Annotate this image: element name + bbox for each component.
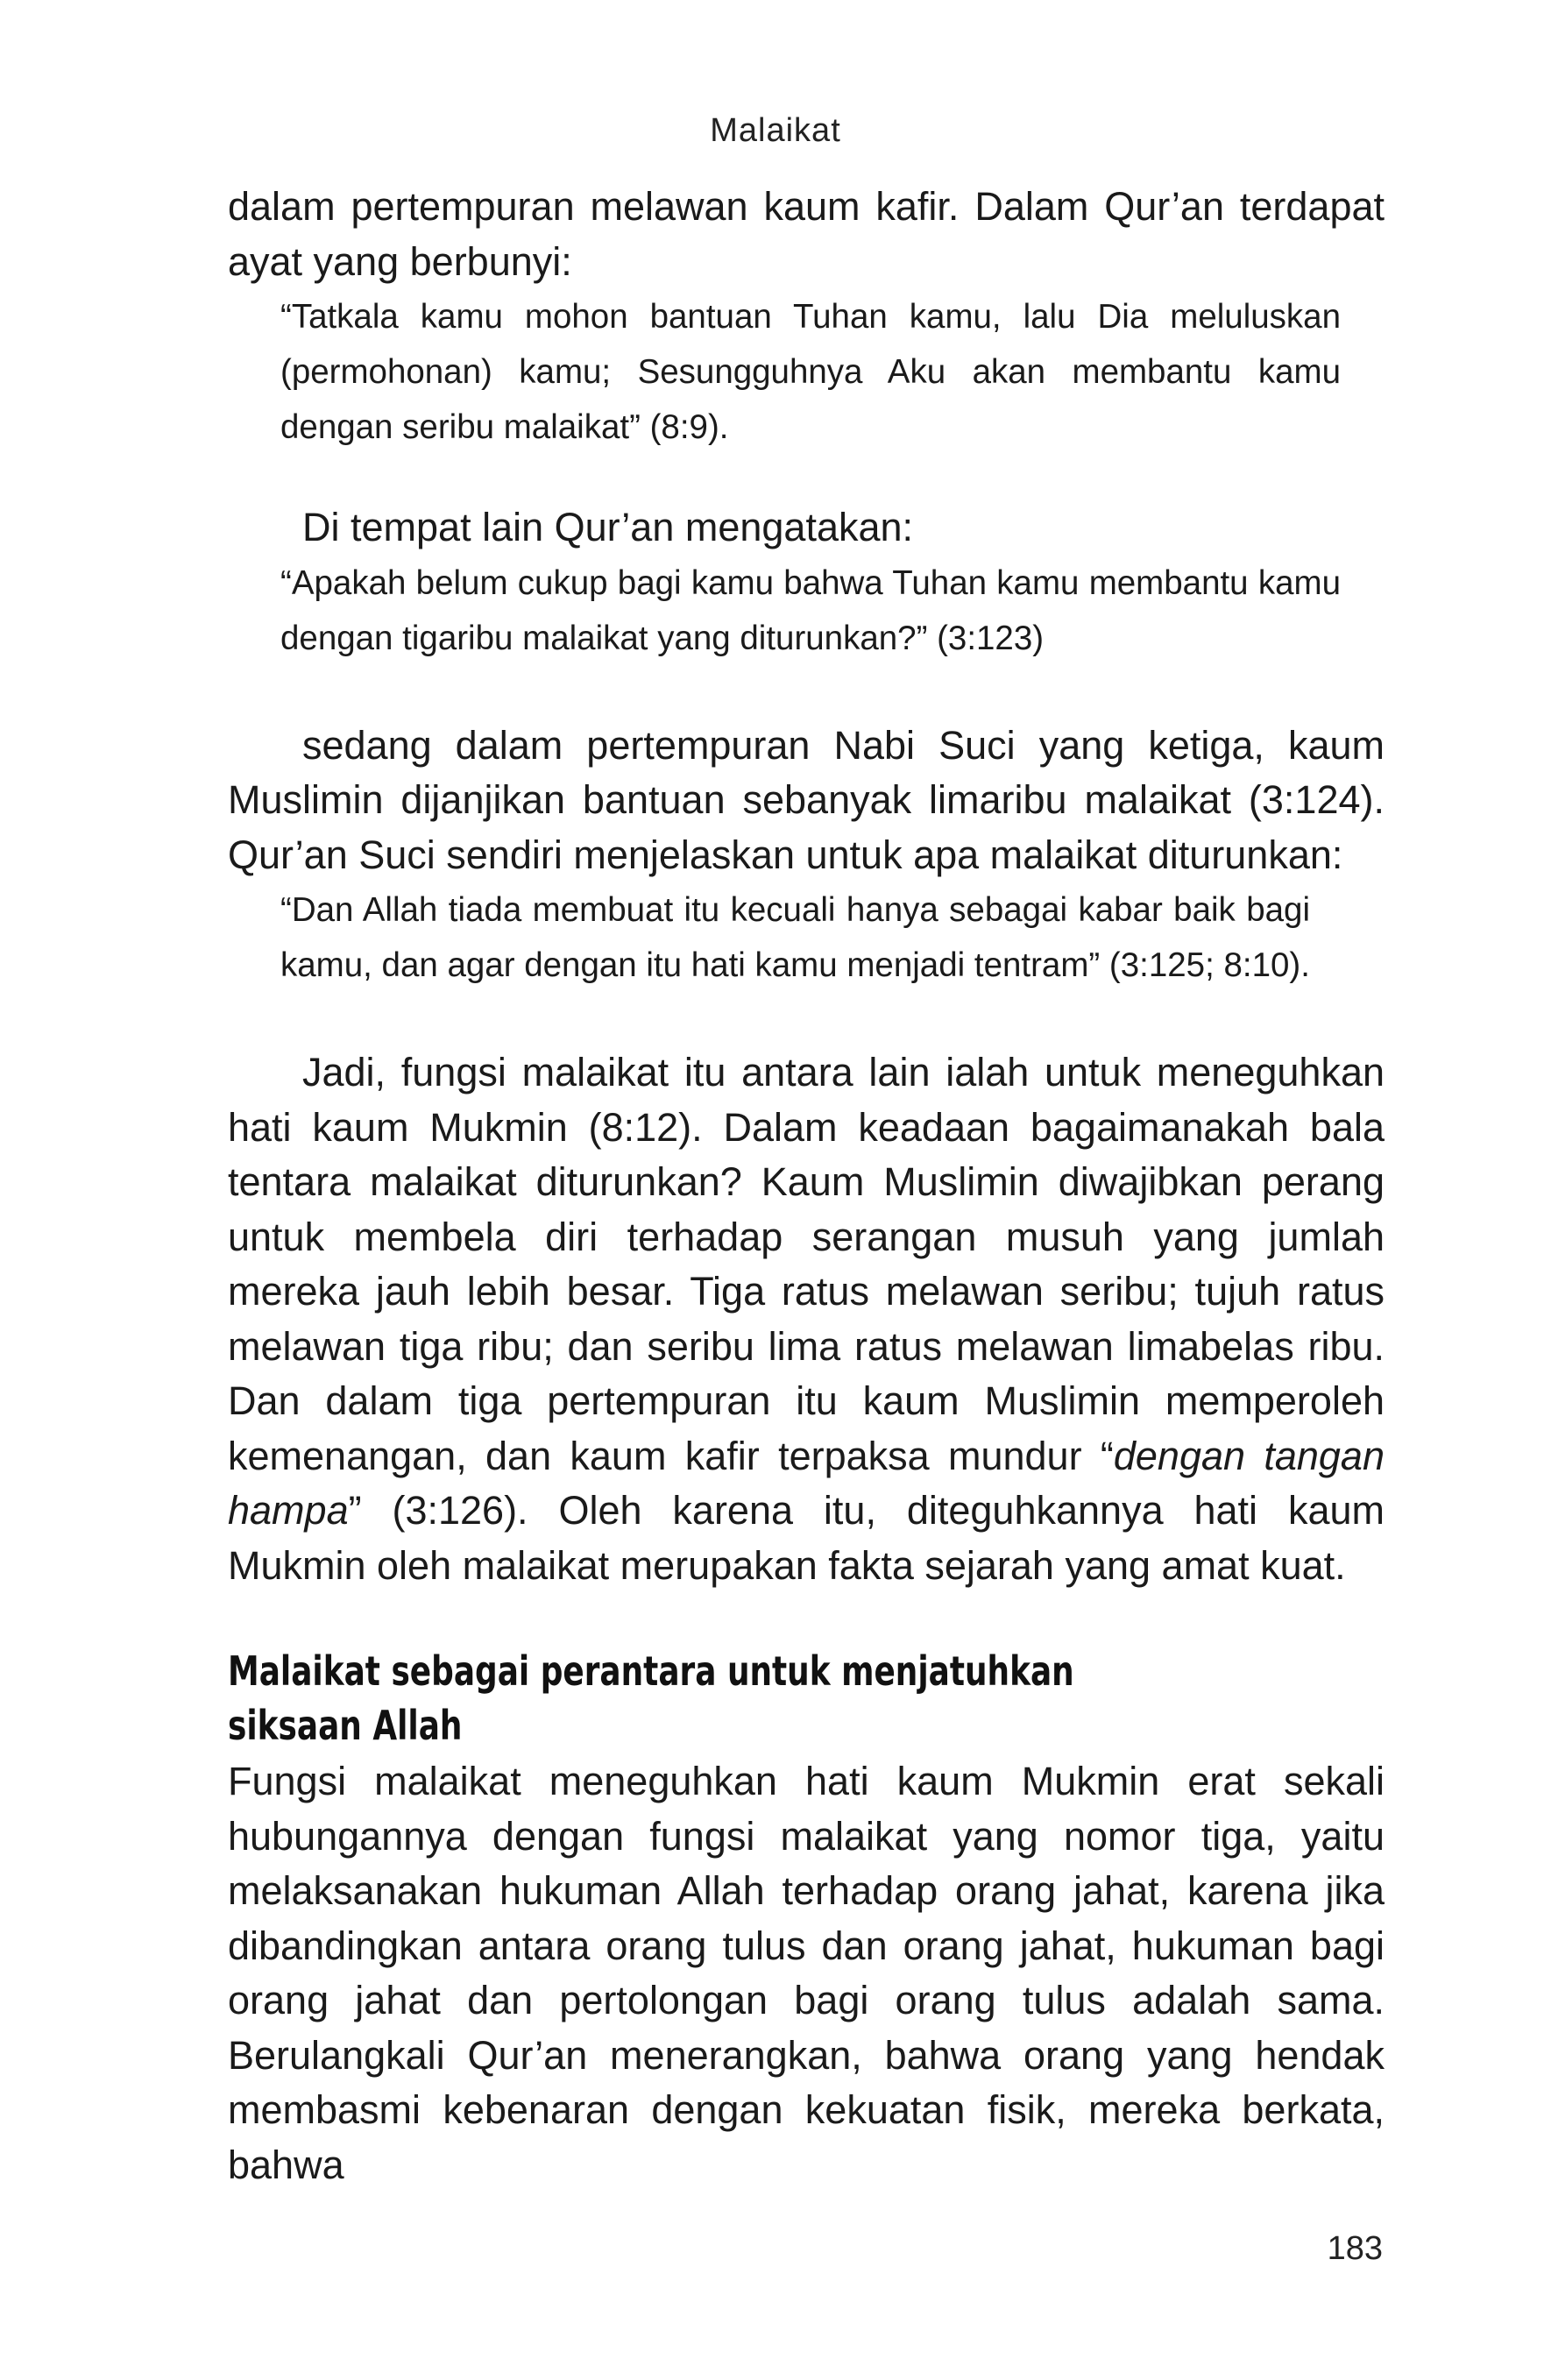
page-number: 183 (1327, 2230, 1383, 2267)
quote-3-125: “Dan Allah tiada membuat itu kecuali hanya sebagai kabar baik bagi kamu, dan agar dengan itu hati kamu menjadi tentram” (3:125; 8:10). (280, 891, 1310, 984)
paragraph-third-battle: sedang dalam pertempuran Nabi Suci yang ketiga, kaum Muslimin dijanjikan bantuan sebanyak limaribu malaikat (3:124). Qur’an Suci sendiri menjelaskan untuk apa malaikat diturunkan: (228, 722, 1385, 877)
paragraph-function-text-end: ” (3:126). Oleh karena itu, diteguhkannya hati kaum Mukmin oleh malaikat merupakan fakta sejarah yang amat kuat. (228, 1488, 1385, 1588)
page-body (228, 180, 1385, 2192)
running-header: Malaikat (710, 112, 841, 149)
paragraph-function-text: Jadi, fungsi malaikat itu antara lain ialah untuk meneguhkan hati kaum Mukmin (8:12). Dalam keadaan bagaimanakah bala tentara malaikat diturunkan? Kaum Muslimin diwajibkan perang untuk membela diri terhadap serangan musuh yang jumlah mereka jauh lebih besar. Tiga ratus melawan seribu; tujuh ratus melawan tiga ribu; dan seribu lima ratus melawan limabelas ribu. Dan dalam tiga pertempuran itu kaum Muslimin memperoleh kemenangan, dan kaum kafir terpaksa mundur “ (228, 1050, 1385, 1478)
section-heading-line-2: siksaan Allah (228, 1702, 463, 1749)
section-heading-line-1: Malaikat sebagai perantara untuk menjatuhkan (228, 1647, 1074, 1695)
paragraph-punishment: Fungsi malaikat meneguhkan hati kaum Mukmin erat sekali hubungannya dengan fungsi malaikat yang nomor tiga, yaitu melaksanakan hukuman Allah terhadap orang jahat, karena jika dibandingkan antara orang tulus dan orang jahat, hukuman bagi orang jahat dan pertolongan bagi orang tulus adalah sama. Berulangkali Qur’an menerangkan, bahwa orang yang hendak membasmi kebenaran dengan kekuatan fisik, mereka berkata, bahwa (228, 1759, 1385, 2187)
paragraph-function (228, 1045, 1385, 1593)
section-heading (228, 1644, 1390, 1753)
paragraph-intro: dalam pertempuran melawan kaum kafir. Dalam Qur’an terdapat ayat yang berbunyi: (228, 184, 1385, 284)
paragraph-elsewhere: Di tempat lain Qur’an mengatakan: (302, 505, 914, 549)
quote-3-123: “Apakah belum cukup bagi kamu bahwa Tuhan kamu membantu kamu dengan tigaribu malaikat yang diturunkan?” (3:123) (280, 563, 1341, 657)
italic-phrase: dengan tangan hampa (228, 1433, 1385, 1533)
quote-8-9: “Tatkala kamu mohon bantuan Tuhan kamu, lalu Dia meluluskan (permohonan) kamu; Sesungguhnya Aku akan membantu kamu dengan seribu malaikat” (8:9). (280, 298, 1341, 446)
